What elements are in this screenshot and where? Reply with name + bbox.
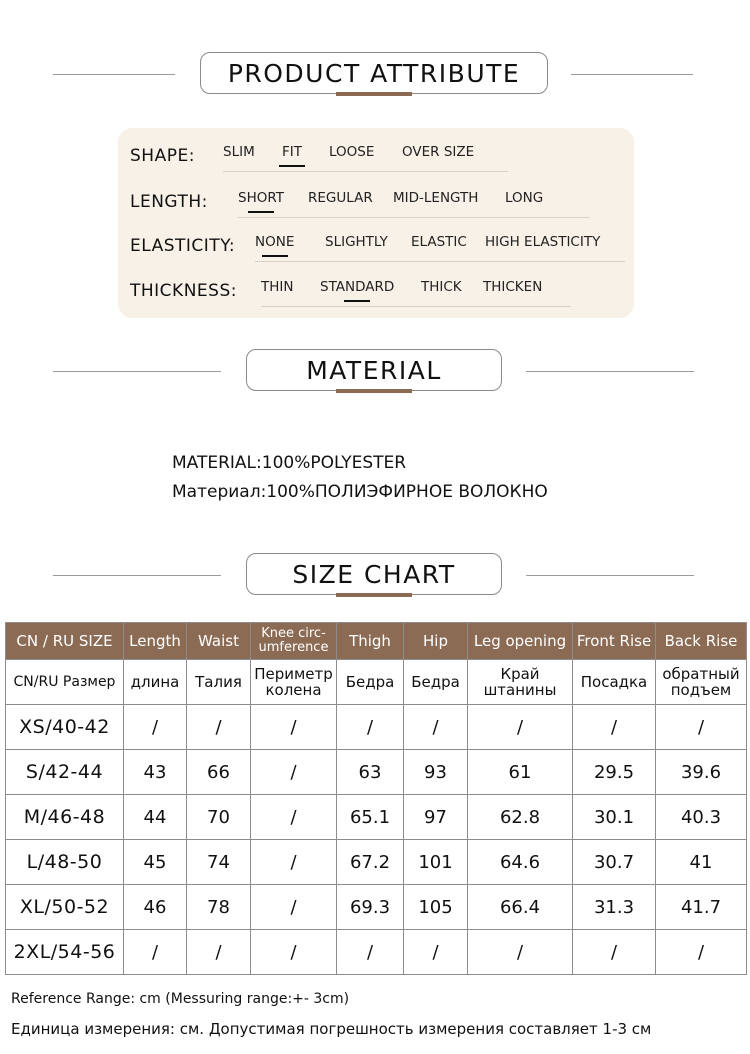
attr-option-selected: SHORT (238, 190, 284, 206)
measure-cell: 45 (124, 840, 187, 885)
selected-underline (279, 165, 305, 167)
table-header-row (6, 623, 747, 660)
material-value: 100%POLYESTER (261, 453, 407, 473)
attr-option: THIN (261, 279, 294, 295)
measure-cell: 41 (656, 840, 747, 885)
note-en: Reference Range: cm (Messuring range:+- 3cm) (11, 991, 350, 1007)
measure-cell: 31.3 (573, 885, 656, 930)
measure-cell: 46 (124, 885, 187, 930)
measure-cell: / (468, 930, 573, 975)
col-header-ru: Бедра (337, 660, 404, 705)
measure-cell: / (573, 930, 656, 975)
divider-right (526, 371, 694, 372)
attr-option: ELASTIC (411, 234, 467, 250)
attr-label: SHAPE: (130, 146, 195, 166)
table-header-row-ru (6, 660, 747, 705)
size-cell: S/42-44 (6, 750, 124, 795)
measure-cell: / (251, 750, 337, 795)
attr-label: ELASTICITY: (130, 236, 236, 256)
measure-cell: 69.3 (337, 885, 404, 930)
measure-cell: / (251, 930, 337, 975)
attr-option: LONG (505, 190, 544, 206)
attr-option: THICK (421, 279, 462, 295)
col-header: Thigh (337, 623, 404, 660)
col-header-ru: длина (124, 660, 187, 705)
attr-option: HIGH ELASTICITY (485, 234, 601, 250)
size-chart-table (5, 622, 747, 975)
measure-cell: / (251, 885, 337, 930)
selected-underline (262, 255, 288, 257)
measure-cell: / (656, 930, 747, 975)
measure-cell: / (404, 930, 468, 975)
measure-cell: 29.5 (573, 750, 656, 795)
section-title-attribute: PRODUCT ATTRIBUTE (200, 52, 548, 94)
divider-right (571, 74, 693, 75)
attr-option: SLIGHTLY (325, 234, 388, 250)
measure-cell: 43 (124, 750, 187, 795)
measure-cell: 65.1 (337, 795, 404, 840)
col-header: Back Rise (656, 623, 747, 660)
attr-row-rule (238, 217, 590, 218)
size-cell: L/48-50 (6, 840, 124, 885)
measure-cell: / (124, 930, 187, 975)
measure-cell: / (404, 705, 468, 750)
material-header (0, 349, 750, 399)
attr-row-rule (255, 261, 625, 262)
material-value-ru: 100%ПОЛИЭФИРНОЕ ВОЛОКНО (266, 482, 548, 502)
divider-right (526, 575, 694, 576)
size-cell: XS/40-42 (6, 705, 124, 750)
measure-cell: / (337, 930, 404, 975)
material-label-ru: Материал: (172, 482, 267, 502)
col-header-ru: Талия (187, 660, 251, 705)
product-attribute-header (0, 52, 750, 102)
measure-cell: / (187, 705, 251, 750)
table-row (6, 795, 747, 840)
measure-cell: 63 (337, 750, 404, 795)
measure-cell: / (187, 930, 251, 975)
measure-cell: 70 (187, 795, 251, 840)
material-label: MATERIAL: (172, 453, 262, 473)
size-cell: M/46-48 (6, 795, 124, 840)
size-cell: XL/50-52 (6, 885, 124, 930)
col-header: Front Rise (573, 623, 656, 660)
selected-underline (248, 211, 274, 213)
col-header: Waist (187, 623, 251, 660)
measure-cell: / (124, 705, 187, 750)
col-header-ru: CN/RU Размер (6, 660, 124, 705)
measure-cell: / (468, 705, 573, 750)
measure-cell: / (656, 705, 747, 750)
measure-cell: 66.4 (468, 885, 573, 930)
attr-option: LOOSE (329, 144, 375, 160)
divider-left (53, 74, 175, 75)
attr-option-selected: FIT (282, 144, 302, 160)
measure-cell: 61 (468, 750, 573, 795)
measure-cell: / (251, 840, 337, 885)
selected-underline (344, 300, 370, 302)
attribute-panel (118, 128, 634, 318)
measure-cell: 30.1 (573, 795, 656, 840)
size-cell: 2XL/54-56 (6, 930, 124, 975)
measure-cell: 93 (404, 750, 468, 795)
section-accent-bar (336, 92, 412, 96)
attr-label: THICKNESS: (130, 281, 237, 301)
measure-cell: 62.8 (468, 795, 573, 840)
material-en (172, 453, 406, 473)
col-header-ru: Посадка (573, 660, 656, 705)
measure-cell: 97 (404, 795, 468, 840)
table-row (6, 840, 747, 885)
measure-cell: / (337, 705, 404, 750)
col-header: Length (124, 623, 187, 660)
measure-cell: 66 (187, 750, 251, 795)
measure-cell: 40.3 (656, 795, 747, 840)
section-accent-bar (336, 389, 412, 393)
measure-cell: 30.7 (573, 840, 656, 885)
attr-option: OVER SIZE (402, 144, 475, 160)
col-header: Leg opening (468, 623, 573, 660)
note-ru: Единица измерения: см. Допустимая погрешность измерения составляет 1-3 см (11, 1020, 652, 1038)
attr-option: MID-LENGTH (393, 190, 479, 206)
attr-option: THICKEN (483, 279, 543, 295)
measure-cell: / (573, 705, 656, 750)
table-row (6, 930, 747, 975)
attr-option: SLIM (223, 144, 255, 160)
measure-cell: 74 (187, 840, 251, 885)
measure-cell: 39.6 (656, 750, 747, 795)
col-header-ru: Бедра (404, 660, 468, 705)
material-ru (172, 482, 548, 502)
measure-cell: 41.7 (656, 885, 747, 930)
measure-cell: 78 (187, 885, 251, 930)
col-header-ru: Край штанины (468, 660, 573, 705)
measure-cell: / (251, 795, 337, 840)
section-title-material: MATERIAL (246, 349, 502, 391)
divider-left (53, 371, 221, 372)
measure-cell: 44 (124, 795, 187, 840)
col-header: Hip (404, 623, 468, 660)
attr-row-rule (261, 306, 571, 307)
col-header: Knee circ-umference (251, 623, 337, 660)
section-title-size-chart: SIZE CHART (246, 553, 502, 595)
col-header-ru: Периметр колена (251, 660, 337, 705)
attr-option-selected: NONE (255, 234, 294, 250)
size-chart-header (0, 553, 750, 603)
col-header-ru: обратный подъем (656, 660, 747, 705)
measure-cell: 105 (404, 885, 468, 930)
attr-label: LENGTH: (130, 192, 208, 212)
measure-cell: 101 (404, 840, 468, 885)
measure-cell: / (251, 705, 337, 750)
table-row (6, 705, 747, 750)
table-row (6, 885, 747, 930)
attr-row-rule (223, 171, 508, 172)
col-header: CN / RU SIZE (6, 623, 124, 660)
attr-option: REGULAR (308, 190, 373, 206)
table-row (6, 750, 747, 795)
measure-cell: 67.2 (337, 840, 404, 885)
measure-cell: 64.6 (468, 840, 573, 885)
divider-left (53, 575, 221, 576)
section-accent-bar (336, 593, 412, 597)
attr-option-selected: STANDARD (320, 279, 394, 295)
